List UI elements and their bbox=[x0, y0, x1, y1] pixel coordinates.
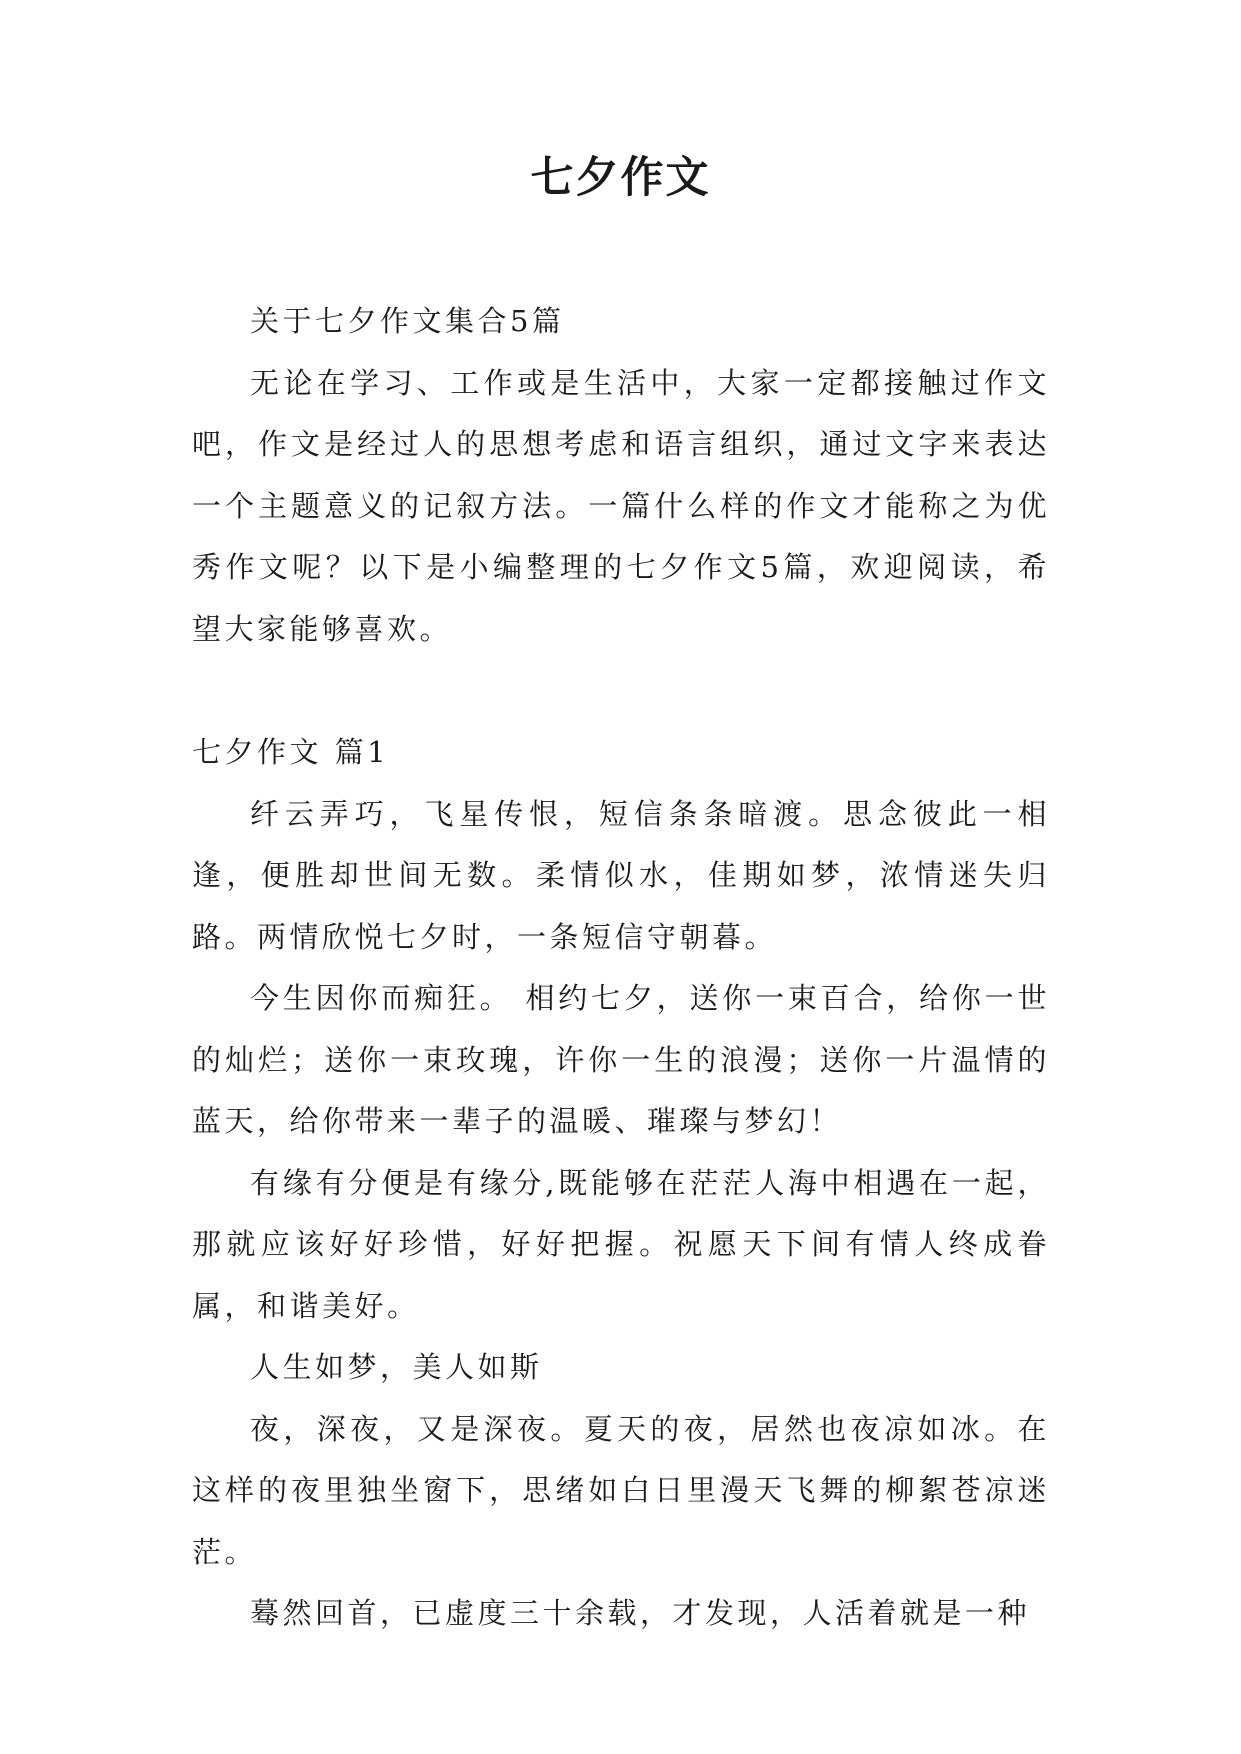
section-paragraph: 纤云弄巧，飞星传恨，短信条条暗渡。思念彼此一相逢，便胜却世间无数。柔情似水，佳期如梦，浓情迷失归路。两情欣悦七夕时，一条短信守朝暮。 bbox=[192, 796, 1050, 954]
section-paragraph: 夜，深夜，又是深夜。夏天的夜，居然也夜凉如冰。在这样的夜里独坐窗下，思绪如白日里漫天飞舞的柳絮苍凉迷茫。 bbox=[192, 1411, 1050, 1569]
document-subtitle: 关于七夕作文集合5篇 bbox=[250, 304, 565, 338]
section-paragraph: 人生如梦，美人如斯 bbox=[250, 1350, 543, 1384]
section-heading: 七夕作文 篇1 bbox=[192, 735, 390, 769]
intro-paragraph: 无论在学习、工作或是生活中，大家一定都接触过作文吧，作文是经过人的思想考虑和语言组织，通过文字来表达一个主题意义的记叙方法。一篇什么样的作文才能称之为优秀作文呢？以下是小编整理的七夕作文5篇，欢迎阅读，希望大家能够喜欢。 bbox=[192, 365, 1050, 646]
document-body bbox=[192, 291, 1050, 1645]
section-paragraph: 蓦然回首，已虚度三十余载，才发现，人活着就是一种 bbox=[250, 1596, 1031, 1630]
section-spacer bbox=[192, 660, 1050, 722]
section-paragraph: 今生因你而痴狂。 相约七夕，送你一束百合，给你一世的灿烂；送你一束玫瑰，许你一生的浪漫；送你一片温情的蓝天，给你带来一辈子的温暖、璀璨与梦幻！ bbox=[192, 981, 1050, 1138]
document-title: 七夕作文 bbox=[530, 153, 711, 203]
section-paragraph: 有缘有分便是有缘分,既能够在茫茫人海中相遇在一起，那就应该好好珍惜，好好把握。祝愿天下间有情人终成眷属，和谐美好。 bbox=[192, 1165, 1050, 1323]
